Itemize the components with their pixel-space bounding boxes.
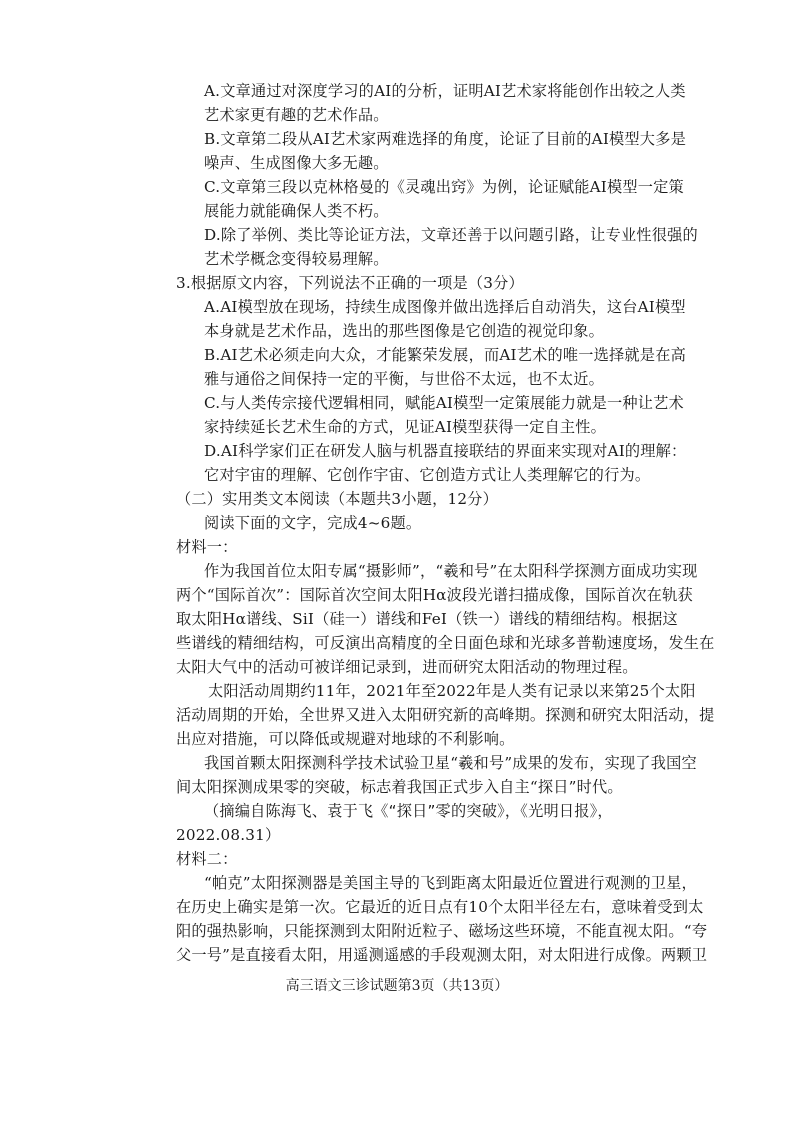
text-line: 艺术学概念变得较易理解。 (204, 250, 389, 268)
text-line: 在历史上确实是第一次。它最近的近日点有10个太阳半径左右，意味着受到太 (176, 898, 704, 916)
text-line: 本身就是艺术作品，选出的那些图像是它创造的视觉印象。 (204, 322, 605, 340)
text-line: 间太阳探测成果零的突破，标志着我国正式步入自主“探日”时代。 (176, 778, 623, 796)
material-two-label: 材料二： (176, 850, 238, 868)
text-line: 它对宇宙的理解、它创作宇宙、它创造方式让人类理解它的行为。 (204, 466, 651, 484)
text-line: 噪声、生成图像大多无趣。 (204, 154, 389, 172)
citation-line: （摘编自陈海飞、袁于飞《“探日”零的突破》，《光明日报》， (204, 802, 613, 820)
question-3-heading: 3.根据原文内容，下列说法不正确的一项是（3分） (176, 274, 524, 292)
text-line: 活动周期的开始，全世界又进入太阳研究新的高峰期。探测和研究太阳活动，提 (176, 706, 715, 724)
text-line: 艺术家更有趣的艺术作品。 (204, 106, 389, 124)
text-line: 我国首颗太阳探测科学技术试验卫星“羲和号”成果的发布，实现了我国空 (204, 754, 697, 772)
text-line: 出应对措施，可以降低或规避对地球的不利影响。 (176, 730, 515, 748)
citation-date: 2022.08.31） (176, 826, 281, 844)
material-one-label: 材料一： (176, 538, 238, 556)
text-line: D.除了举例、类比等论证方法，文章还善于以问题引路，让专业性很强的 (204, 226, 698, 244)
instruction-line: 阅读下面的文字，完成4~6题。 (204, 514, 422, 532)
page-footer: 高三语文三诊试题第3页（共13页） (285, 978, 509, 994)
text-line: 父一号”是直接看太阳，用遥测遥感的手段观测太阳，对太阳进行成像。两颗卫 (176, 946, 708, 964)
text-line: 展能力就能确保人类不朽。 (204, 202, 389, 220)
text-line: 家持续延长艺术生命的方式，见证AI模型获得一定自主性。 (204, 418, 607, 436)
text-line: B.文章第二段从AI艺术家两难选择的角度，论证了目前的AI模型大多是 (204, 130, 686, 148)
text-line: C.与人类传宗接代逻辑相同，赋能AI模型一定策展能力就是一种让艺术 (204, 394, 684, 412)
section-heading: （二）实用类文本阅读（本题共3小题，12分） (176, 490, 498, 508)
text-line: C.文章第三段以克林格曼的《灵魂出窍》为例，论证赋能AI模型一定策 (204, 178, 684, 196)
text-line: 雅与通俗之间保持一定的平衡，与世俗不太远，也不太近。 (204, 370, 605, 388)
text-line: A.AI模型放在现场，持续生成图像并做出选择后自动消失，这台AI模型 (204, 298, 686, 316)
text-line: B.AI艺术必须走向大众，才能繁荣发展，而AI艺术的唯一选择就是在高 (204, 346, 686, 364)
text-line: 太阳活动周期约11年，2021年至2022年是人类有记录以来第25个太阳 (208, 682, 696, 700)
text-line: 些谱线的精细结构，可反演出高精度的全日面色球和光球多普勒速度场，发生在 (176, 634, 715, 652)
text-line: 阳的强热影响，只能探测到太阳附近粒子、磁场这些环境，不能直视太阳。“夸 (176, 922, 708, 940)
text-line: 取太阳Hα谱线、SiⅠ（硅一）谱线和FeⅠ（铁一）谱线的精细结构。根据这 (176, 610, 678, 628)
text-line: 太阳大气中的活动可被详细记录到，进而研究太阳活动的物理过程。 (176, 658, 638, 676)
text-line: A.文章通过对深度学习的AI的分析，证明AI艺术家将能创作出较之人类 (204, 82, 686, 100)
text-line: D.AI科学家们正在研发人脑与机器直接联结的界面来实现对AI的理解： (204, 442, 687, 460)
text-line: “帕克”太阳探测器是美国主导的飞到距离太阳最近位置进行观测的卫星， (204, 874, 697, 892)
text-line: 作为我国首位太阳专属“摄影师”，“羲和号”在太阳科学探测方面成功实现 (204, 562, 698, 580)
text-line: 两个“国际首次”：国际首次空间太阳Hα波段光谱扫描成像，国际首次在轨获 (176, 586, 693, 604)
